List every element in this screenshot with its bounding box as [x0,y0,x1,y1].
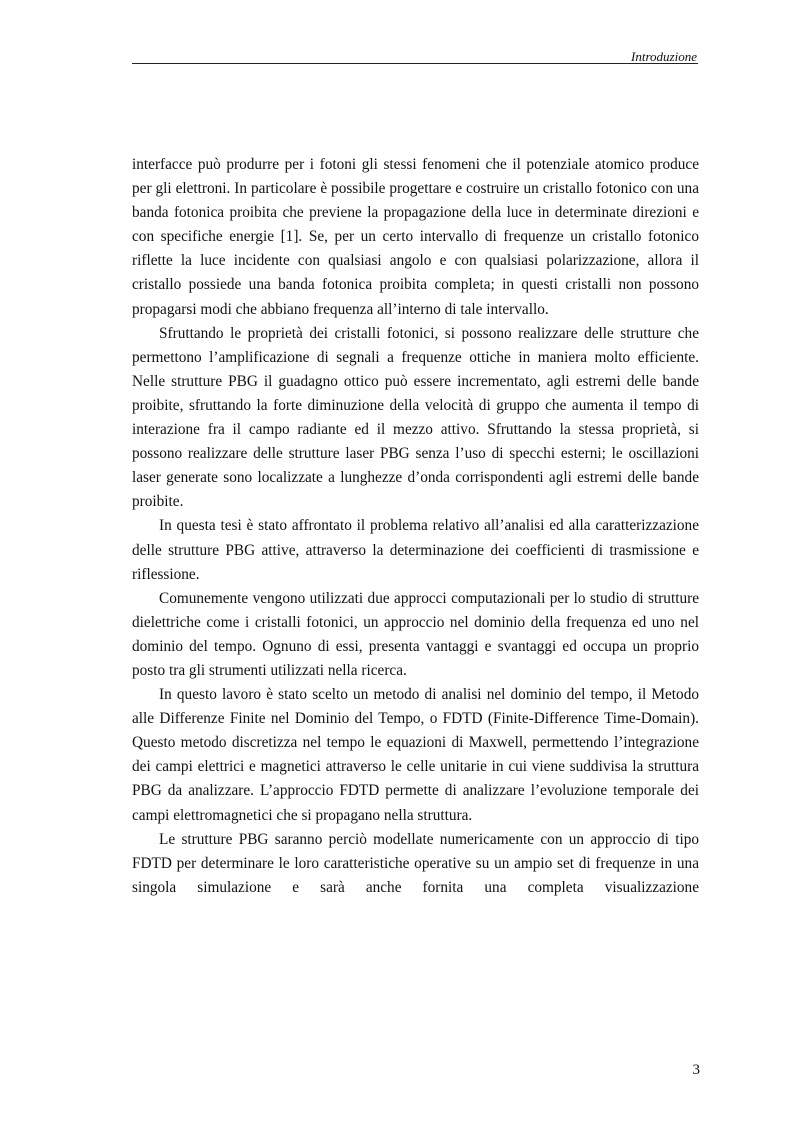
paragraph-2: Sfruttando le proprietà dei cristalli fotonici, si possono realizzare delle strutture che permettono l’amplificazione di segnali a frequenze ottiche in maniera molto efficiente. Nelle strutture PBG il guadagno ottico può essere incrementato, agli estremi delle bande proibite, sfruttando la forte diminuzione della velocità di gruppo che aumenta il tempo di interazione fra il campo radiante ed il mezzo attivo. Sfruttando la stessa proprietà, si possono realizzare delle strutture laser PBG senza l’uso di specchi esterni; le oscillazioni laser generate sono localizzate a lunghezze d’onda corrispondenti agli estremi delle bande proibite. [132,324,699,511]
running-header-title: Introduzione [631,49,697,64]
paragraph-3: In questa tesi è stato affrontato il problema relativo all’analisi ed alla caratterizzazione delle strutture PBG attive, attraverso la determinazione dei coefficienti di trasmissione e riflessione. [132,517,699,583]
paragraph-4: Comunemente vengono utilizzati due approcci computazionali per lo studio di strutture dielettriche come i cristalli fotonici, un approccio nel dominio della frequenza ed uno nel dominio del tempo. Ognuno di essi, presenta vantaggi e svantaggi ed occupa un proprio posto tra gli strumenti utilizzati nella ricerca. [132,589,699,679]
page-body [132,153,699,900]
header-divider [132,63,698,64]
paragraph-6: Le strutture PBG saranno perciò modellate numericamente con un approccio di tipo FDTD per determinare le loro caratteristiche operative su un ampio set di frequenze in una singola simulazione e sarà anche fornita una completa visualizzazione [132,830,699,896]
paragraph-1: interfacce può produrre per i fotoni gli stessi fenomeni che il potenziale atomico produce per gli elettroni. In particolare è possibile progettare e costruire un cristallo fotonico con una banda fotonica proibita che previene la propagazione della luce in determinate direzioni e con specifiche energie [1]. Se, per un certo intervallo di frequenze un cristallo fotonico riflette la luce incidente con qualsiasi angolo e con qualsiasi polarizzazione, allora il cristallo possiede una banda fotonica proibita completa; in questi cristalli non possono propagarsi modi che abbiano frequenza all’interno di tale intervallo. [132,156,699,318]
page-number: 3 [692,1062,700,1078]
paragraph-5: In questo lavoro è stato scelto un metodo di analisi nel dominio del tempo, il Metodo alle Differenze Finite nel Dominio del Tempo, o FDTD (Finite-Difference Time-Domain). Questo metodo discretizza nel tempo le equazioni di Maxwell, permettendo l’integrazione dei campi elettrici e magnetici attraverso le celle unitarie in cui viene suddivisa la struttura PBG da analizzare. L’approccio FDTD permette di analizzare l’evoluzione temporale dei campi elettromagnetici che si propagano nella struttura. [132,686,699,824]
